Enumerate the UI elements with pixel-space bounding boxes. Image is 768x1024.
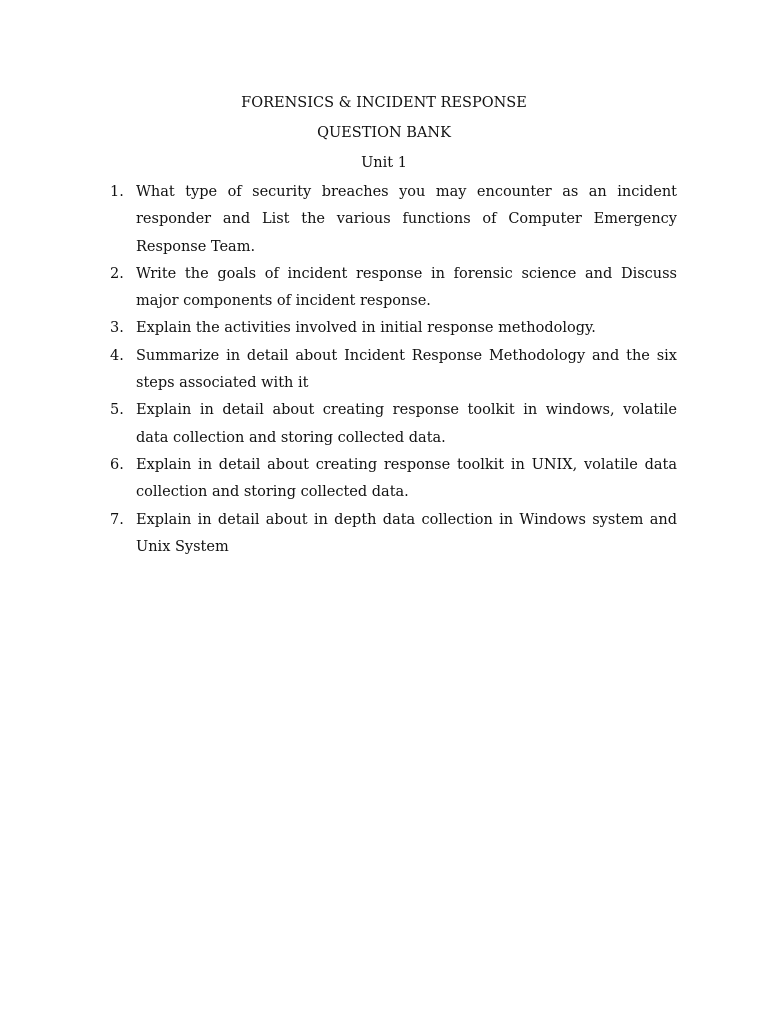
question-number: 5. [110,402,124,419]
unit-heading: Unit 1 [361,155,407,171]
question-number: 1. [110,184,124,200]
document-title: FORENSICS & INCIDENT RESPONSE [241,95,527,111]
question-number: 3. [110,320,124,337]
question-item [110,507,677,562]
question-list [110,179,677,561]
question-item [110,397,677,452]
question-text: Explain the activities involved in initial response methodology. [136,320,596,337]
question-item [110,452,677,507]
question-item [110,343,677,398]
question-item [110,261,677,316]
question-number: 7. [110,511,124,528]
question-text: What type of security breaches you may encounter as an incident responder and List the various functions of Computer Emergency Response Team. [136,184,677,255]
question-number: 6. [110,456,124,473]
question-text: Explain in detail about creating response toolkit in windows, volatile data collection and storing collected data. [136,402,677,446]
question-item [110,179,677,261]
question-text: Write the goals of incident response in forensic science and Discuss major components of incident response. [136,265,677,310]
question-text: Explain in detail about in depth data collection in Windows system and Unix System [136,511,677,555]
question-text: Explain in detail about creating response toolkit in UNIX, volatile data collection and storing collected data. [136,456,677,501]
question-number: 2. [110,265,124,282]
question-text: Summarize in detail about Incident Response Methodology and the six steps associated with it [136,347,677,392]
document-subtitle: QUESTION BANK [317,125,451,141]
question-number: 4. [110,347,124,364]
question-item [110,315,677,342]
